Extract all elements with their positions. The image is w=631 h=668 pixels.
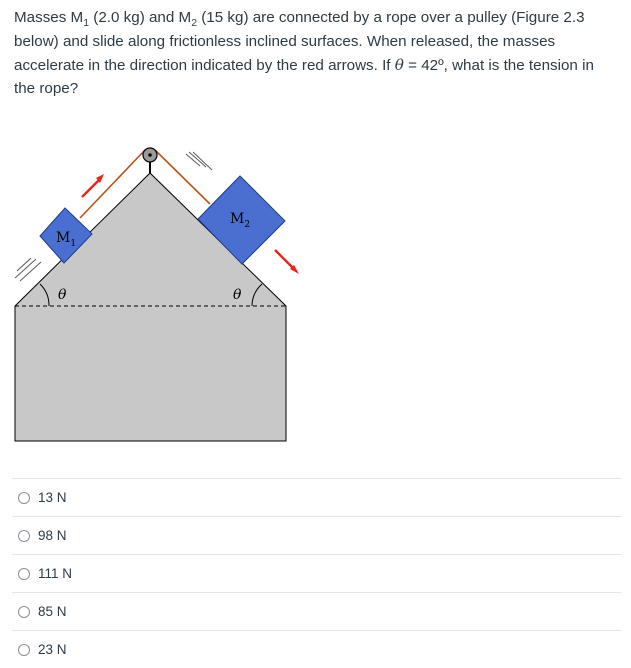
arrow-m2-down (275, 250, 293, 268)
block-m1-label: $M_1$ (56, 230, 77, 249)
theta-right-label: θ (233, 287, 242, 303)
answer-option[interactable] (12, 592, 621, 630)
hatch-marks-right (186, 152, 212, 170)
theta-left-label: θ (58, 287, 67, 303)
pulley-axle (148, 153, 152, 157)
answer-label: 13 N (38, 490, 67, 505)
answer-option[interactable] (12, 554, 621, 592)
radio-button[interactable] (18, 644, 30, 656)
radio-button[interactable] (18, 492, 30, 504)
answer-label: 98 N (38, 528, 67, 543)
answer-list (12, 478, 621, 668)
answer-label: 23 N (38, 642, 67, 657)
answer-option[interactable] (12, 630, 621, 668)
hatch-marks-left (15, 258, 41, 281)
question-text: Masses $M_1$ (2.0 kg) and $M_2$ (15 kg) are connected by a rope over a pulley (Figure 2.3 below) and slide along frictionless inclined surfaces. When released, the masses accelerate in the direction indicated by the red arrows. If θ = 42º, what is the tension in the rope? (14, 9, 594, 98)
radio-button[interactable] (18, 530, 30, 542)
radio-button[interactable] (18, 568, 30, 580)
block-m2-label: $M_2$ (230, 211, 251, 230)
answer-label: 85 N (38, 604, 67, 619)
answer-label: 111 N (38, 566, 73, 581)
answer-option[interactable] (12, 516, 621, 554)
answer-option[interactable] (12, 478, 621, 516)
radio-button[interactable] (18, 606, 30, 618)
arrow-m1-up (82, 180, 99, 197)
